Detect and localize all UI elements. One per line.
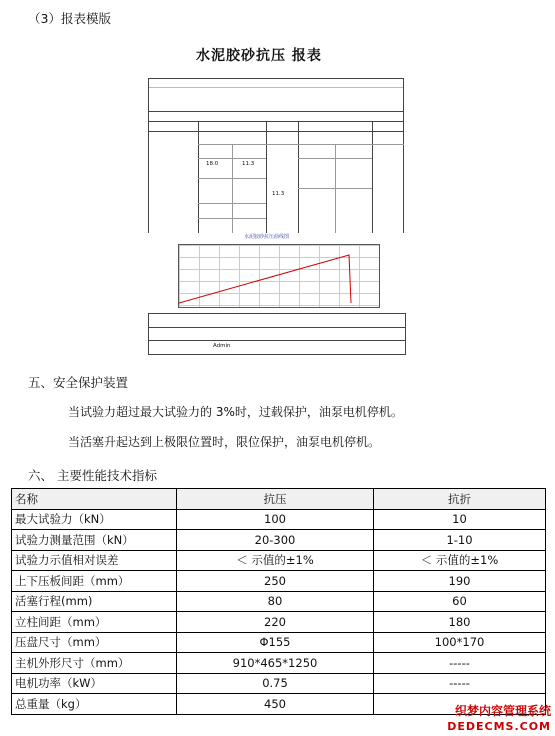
chart-plot-area xyxy=(178,244,380,308)
cell-flexural: 1-10 xyxy=(374,530,546,551)
cell-compression: Φ155 xyxy=(177,632,374,653)
report-signature xyxy=(148,313,406,355)
col-header-name: 名称 xyxy=(12,489,177,510)
operator-name: Admin xyxy=(213,343,231,349)
cell-flexural: 180 xyxy=(374,612,546,633)
row-label: 电机功率（kW） xyxy=(12,673,177,694)
cell-flexural: 10 xyxy=(374,509,546,530)
cell-compression: ＜ 示值的±1% xyxy=(177,550,374,571)
cell-flexural: ＜ 示值的±1% xyxy=(374,550,546,571)
row-label: 试验力测量范围（kN） xyxy=(12,530,177,551)
cell-compression: 450 xyxy=(177,694,374,715)
report-title: 水泥胶砂抗压 报表 xyxy=(196,48,322,64)
cell-compression: 910*465*1250 xyxy=(177,653,374,674)
table-row xyxy=(12,632,546,653)
cell-compression: 20-300 xyxy=(177,530,374,551)
cell-compression: 100 xyxy=(177,509,374,530)
value-cell-3: 11.3 xyxy=(272,191,285,197)
table-row xyxy=(12,673,546,694)
table-row xyxy=(12,612,546,633)
report-chart xyxy=(148,233,404,313)
col-header-flexural: 抗折 xyxy=(374,489,546,510)
watermark-domain: DEDECMS.COM xyxy=(447,720,551,733)
row-label: 主机外形尺寸（mm） xyxy=(12,653,177,674)
value-cell-1: 18.0 xyxy=(206,161,219,167)
row-label: 最大试验力（kN） xyxy=(12,509,177,530)
table-row xyxy=(12,530,546,551)
table-row xyxy=(12,653,546,674)
row-label: 上下压板间距（mm） xyxy=(12,571,177,592)
cell-compression: 220 xyxy=(177,612,374,633)
cell-flexural: 190 xyxy=(374,571,546,592)
section-label: （3）报表模版 xyxy=(28,11,111,26)
table-header-row xyxy=(12,489,546,510)
curve-svg xyxy=(179,245,379,307)
row-label: 立柱间距（mm） xyxy=(12,612,177,633)
cell-flexural: 100*170 xyxy=(374,632,546,653)
value-cell-2: 11.3 xyxy=(242,161,255,167)
safety-line-2: 当活塞升起达到上极限位置时，限位保护，油泵电机停机。 xyxy=(68,435,381,449)
row-label: 活塞行程(mm) xyxy=(12,591,177,612)
row-label: 压盘尺寸（mm） xyxy=(12,632,177,653)
load-curve xyxy=(179,255,351,303)
table-row xyxy=(12,571,546,592)
row-label: 总重量（kg） xyxy=(12,694,177,715)
cell-compression: 0.75 xyxy=(177,673,374,694)
col-header-compression: 抗压 xyxy=(177,489,374,510)
table-row xyxy=(12,550,546,571)
cell-compression: 250 xyxy=(177,571,374,592)
specs-heading: 六、 主要性能技术指标 xyxy=(28,468,157,483)
chart-title: 水泥胶砂抗压曲线图 xyxy=(244,234,290,240)
safety-heading: 五、安全保护装置 xyxy=(28,375,129,390)
table-row xyxy=(12,591,546,612)
safety-line-1: 当试验力超过最大试验力的 3%时，过载保护，油泵电机停机。 xyxy=(68,405,403,419)
cell-compression: 80 xyxy=(177,591,374,612)
table-row xyxy=(12,509,546,530)
report-sheet xyxy=(148,78,404,233)
row-label: 试验力示值相对误差 xyxy=(12,550,177,571)
cell-flexural: 60 xyxy=(374,591,546,612)
cell-flexural: ----- xyxy=(374,653,546,674)
specs-table xyxy=(11,488,546,715)
watermark-text: 织梦内容管理系统 xyxy=(454,704,551,718)
cell-flexural: ----- xyxy=(374,673,546,694)
